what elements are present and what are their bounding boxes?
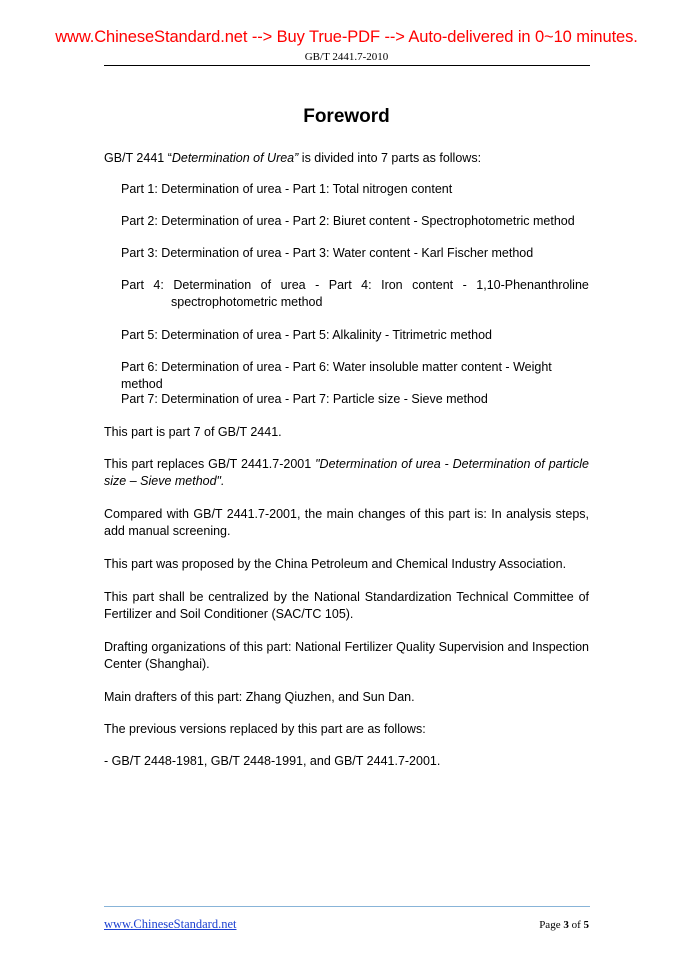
part4-line1 (121, 277, 589, 294)
drafting-paragraph: Drafting organizations of this part: National Fertilizer Quality Supervision and Inspection Center (Shanghai). (104, 640, 589, 671)
promo-banner[interactable]: www.ChineseStandard.net --> Buy True-PDF --> Auto-delivered in 0~10 minutes. (55, 28, 638, 46)
part-item-6: Part 6: Determination of urea - Part 6: Water insoluble matter content - Weight method (121, 360, 552, 391)
intro-italic: Determination of Urea” (171, 151, 299, 165)
part4-word: - (462, 278, 467, 292)
part-item-7: Part 7: Determination of urea - Part 7: Particle size - Sieve method (121, 392, 488, 406)
page-title: Foreword (303, 106, 390, 127)
part4-word: Iron (381, 278, 403, 292)
replaces-paragraph (104, 456, 589, 490)
standard-header: GB/T 2441.7-2010 (304, 51, 389, 63)
part-of-paragraph: This part is part 7 of GB/T 2441. (104, 425, 282, 439)
replaces-prefix: This part replaces GB/T 2441.7-2001 (104, 457, 316, 471)
part4-word: of (260, 278, 272, 292)
part4-word: urea (280, 278, 306, 292)
part4-line2: spectrophotometric method (171, 295, 323, 309)
intro-prefix: GB/T 2441 “ (104, 151, 172, 165)
page-number (539, 919, 589, 931)
part-item-5: Part 5: Determination of urea - Part 5: Alkalinity - Titrimetric method (121, 328, 492, 342)
page-of-label: of (571, 919, 581, 931)
part4-word: Part (328, 278, 352, 292)
part-item-2: Part 2: Determination of urea - Part 2: Biuret content - Spectrophotometric method (121, 214, 575, 228)
compared-paragraph: Compared with GB/T 2441.7-2001, the main changes of this part is: In analysis steps, add manual screening. (104, 507, 589, 538)
part4-word: 1,10-Phenanthroline (476, 278, 589, 292)
centralized-paragraph: This part shall be centralized by the National Standardization Technical Committee of Fertilizer and Soil Conditioner (SAC/TC 105). (104, 590, 589, 621)
part4-word: Determination (173, 278, 252, 292)
part4-word: 4: (361, 278, 372, 292)
part-item-3: Part 3: Determination of urea - Part 3: Water content - Karl Fischer method (121, 246, 534, 260)
previous-paragraph: The previous versions replaced by this part are as follows: (104, 722, 426, 736)
drafters-paragraph: Main drafters of this part: Zhang Qiuzhen, and Sun Dan. (104, 690, 415, 704)
header-rule (104, 65, 590, 66)
footer-rule (104, 906, 590, 907)
previous-list: - GB/T 2448-1981, GB/T 2448-1991, and GB/T 2441.7-2001. (104, 754, 441, 768)
intro-suffix: is divided into 7 parts as follows: (298, 151, 482, 165)
part4-word: Part (121, 278, 144, 292)
page-label: Page (539, 919, 561, 931)
footer-website-link[interactable]: www.ChineseStandard.net (104, 917, 237, 931)
intro-paragraph (104, 150, 589, 167)
page-current: 3 (563, 919, 569, 931)
page-total: 5 (583, 919, 589, 931)
part4-word: - (315, 278, 320, 292)
part-item-4 (121, 277, 589, 311)
replaces-italic: "Determination of urea - Determination of particle size – Sieve method". (104, 457, 589, 488)
proposed-paragraph: This part was proposed by the China Petroleum and Chemical Industry Association. (104, 557, 567, 571)
part4-word: content (412, 278, 454, 292)
part-item-1: Part 1: Determination of urea - Part 1: Total nitrogen content (121, 182, 453, 196)
part4-word: 4: (153, 278, 164, 292)
